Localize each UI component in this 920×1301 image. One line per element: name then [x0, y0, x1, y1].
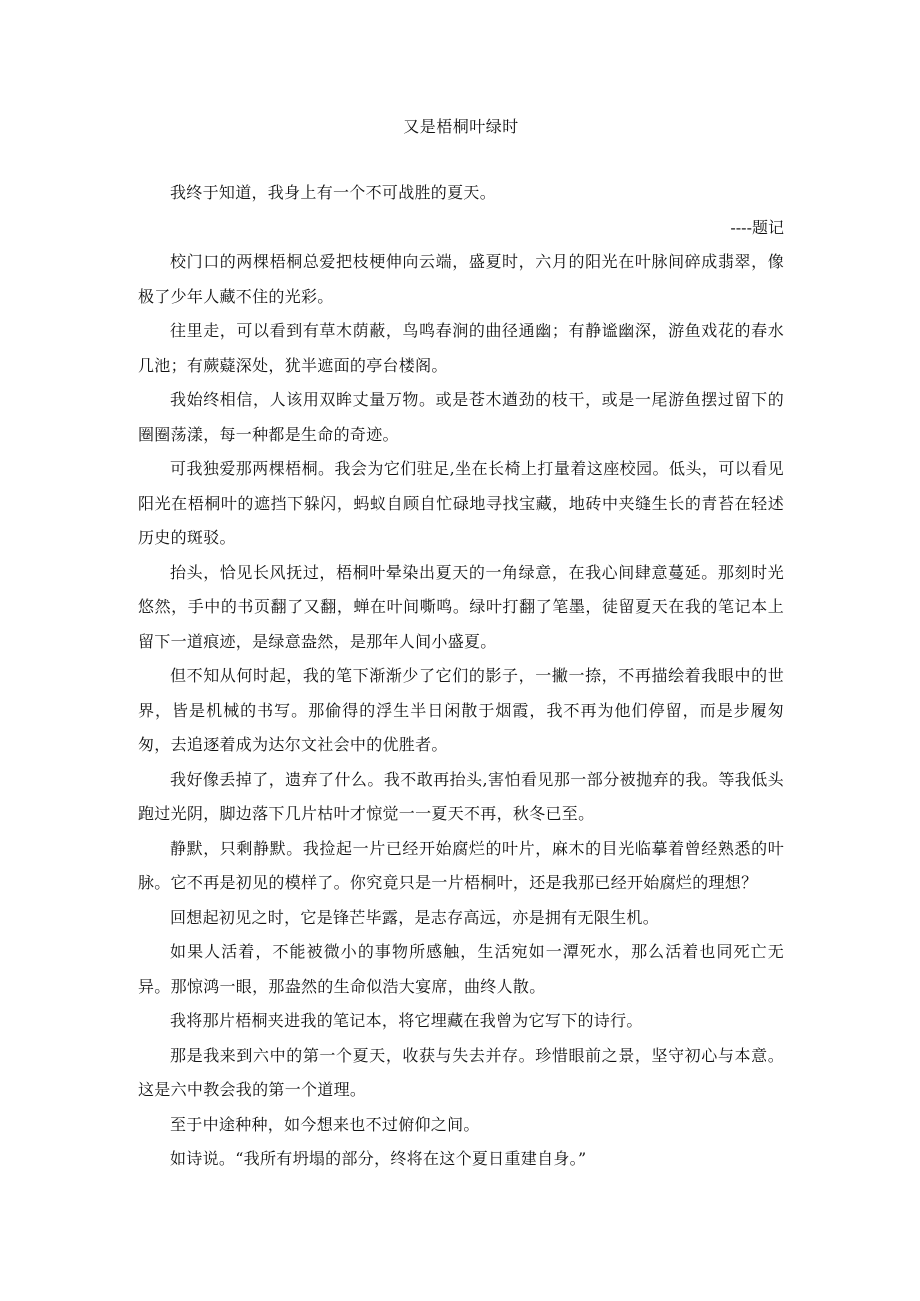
paragraph-6: 但不知从何时起，我的笔下渐渐少了它们的影子，一撇一捺，不再描绘着我眼中的世界，皆是机械的书写。那偷得的浮生半日闲散于烟霞，我不再为他们停留，而是步履匆匆，去追逐着成为达尔文社会中的优胜者。	[138, 666, 784, 754]
epigraph-source: ----题记	[730, 217, 784, 237]
paragraph-5: 抬头，恰见长风抚过，梧桐叶晕染出夏天的一角绿意，在我心间肆意蔓延。那刻时光悠然，手中的书页翻了又翻，蝉在叶间嘶鸣。绿叶打翻了笔墨，徒留夏天在我的笔记本上留下一道痕迹，是绿意盎然，是那年人间小盛夏。	[138, 562, 784, 651]
paragraph-8: 静默，只剩静默。我捡起一片已经开始腐烂的叶片，麻木的目光临摹着曾经熟悉的叶脉。它不再是初见的模样了。你究竟只是一片梧桐叶，还是我那已经开始腐烂的理想？	[138, 838, 784, 892]
paragraph-13: 至于中途种种，如今想来也不过俯仰之间。	[170, 1114, 480, 1134]
paragraph-2: 往里走，可以看到有草木荫蔽，鸟鸣春涧的曲径通幽；有静谧幽深，游鱼戏花的春水几池；有蕨薿深处，犹半遮面的亭台楼阁。	[138, 321, 784, 375]
paragraph-9: 回想起初见之时，它是锋芒毕露，是志存高远，亦是拥有无限生机。	[170, 907, 660, 927]
essay-page	[138, 112, 784, 1177]
epigraph: 我终于知道，我身上有一个不可战胜的夏天。	[170, 183, 497, 202]
essay-title: 又是梧桐叶绿时	[403, 117, 519, 136]
paragraph-4: 可我独爱那两棵梧桐。我会为它们驻足,坐在长椅上打量着这座校园。低头，可以看见阳光在梧桐叶的遮挡下躲闪，蚂蚁自顾自忙碌地寻找宝藏，地砖中夹缝生长的青苔在轻述历史的斑驳。	[138, 459, 784, 547]
paragraph-11: 我将那片梧桐夹进我的笔记本，将它埋藏在我曾为它写下的诗行。	[170, 1011, 643, 1030]
paragraph-10: 如果人活着，不能被微小的事物所感触，生活宛如一潭死水，那么活着也同死亡无异。那惊鸿一眼，那盎然的生命似浩大宴席，曲终人散。	[138, 942, 784, 996]
paragraph-1: 校门口的两棵梧桐总爱把枝梗伸向云端，盛夏时，六月的阳光在叶脉间碎成翡翠，像极了少年人藏不住的光彩。	[138, 252, 784, 306]
paragraph-14: 如诗说。“我所有坍塌的部分，终将在这个夏日重建自身。”	[170, 1149, 587, 1168]
paragraph-12: 那是我来到六中的第一个夏天，收获与失去并存。珍惜眼前之景，坚守初心与本意。这是六中教会我的第一个道理。	[138, 1045, 784, 1099]
paragraph-7: 我好像丢掉了，遗弃了什么。我不敢再抬头,害怕看见那一部分被抛弃的我。等我低头跑过光阴，脚边落下几片枯叶才惊觉一一夏天不再，秋冬已至。	[138, 769, 784, 823]
paragraph-3: 我始终相信，人该用双眸丈量万物。或是苍木遒劲的枝干，或是一尾游鱼摆过留下的圈圈荡漾，每一种都是生命的奇迹。	[138, 390, 784, 444]
